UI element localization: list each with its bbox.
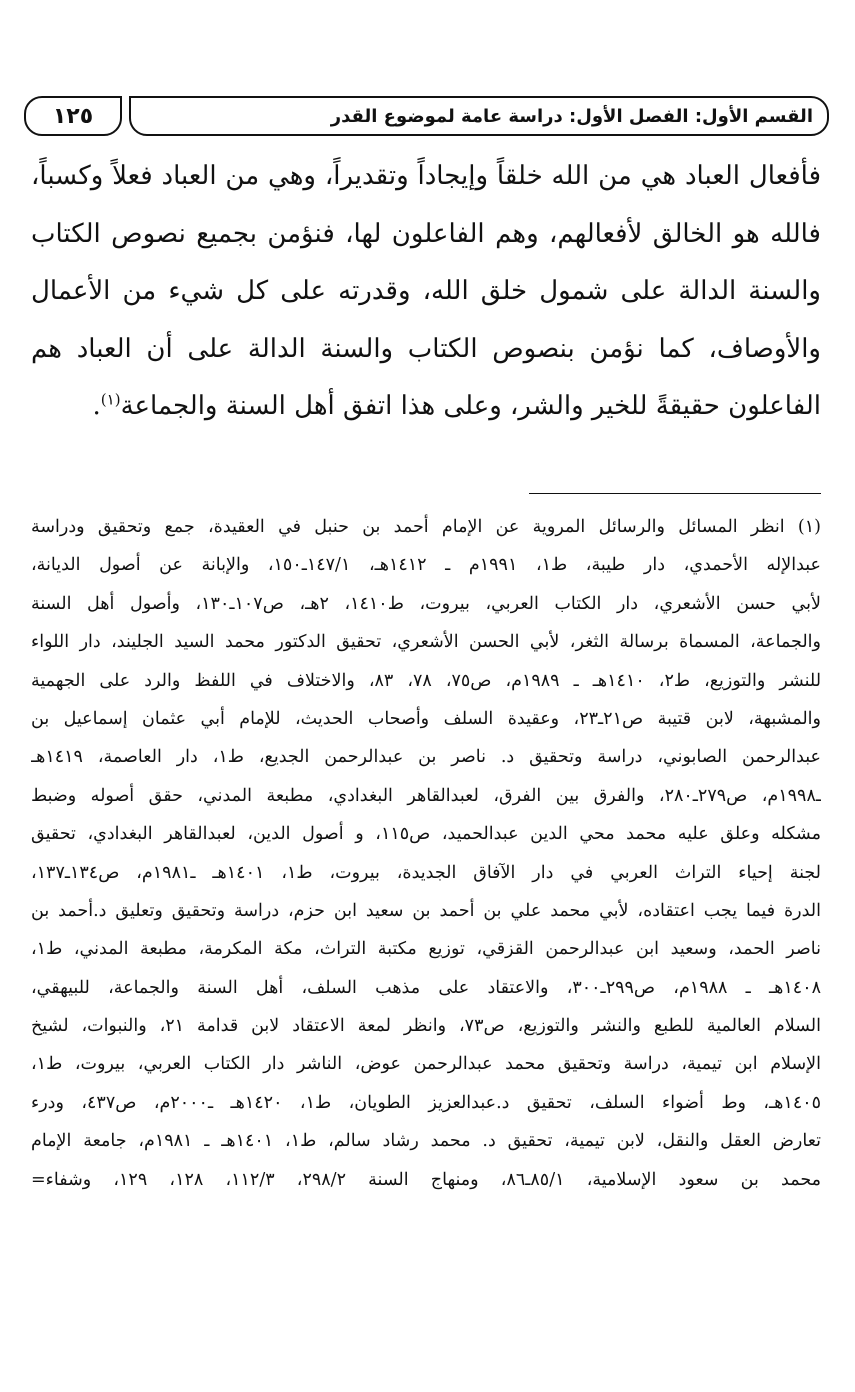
body-line-text: الفاعلون حقيقةً للخير والشر، وعلى هذا اتفق أهل السنة والجماعة (120, 391, 821, 421)
header-title-frame (129, 96, 829, 136)
running-header (24, 96, 829, 140)
body-line-last (31, 378, 821, 436)
footnote-reference[interactable]: (١) (100, 390, 121, 409)
body-paragraph (31, 148, 821, 436)
footnote-line: والمشبهة، لابن قتيبة ص٢١ـ٢٣، وعقيدة السلف وأصحاب الحديث، للإمام أبي عثمان إسماعيل بن (31, 708, 821, 729)
footnote-line: لأبي حسن الأشعري، دار الكتاب العربي، بيروت، ط١٤١٠، ٢هـ، ص١٠٧ـ١٣٠، وأصول أهل السنة (31, 593, 821, 614)
footnote-line: (١) انظر المسائل والرسائل المروية عن الإمام أحمد بن حنبل في العقيدة، جمع وتحقيق ودراسة (31, 517, 821, 537)
footnote-line: مشكله وعلق عليه محمد محي الدين عبدالحميد، ص١١٥، و أصول الدين، لعبدالقاهر البغدادي، تحقيق (31, 824, 821, 845)
footnote-line: ـ١٩٩٨م، ص٢٧٩ـ٢٨٠، والفرق بين الفرق، لعبدالقاهر البغدادي، مطبعة المدني، حقق أصوله وضبط (31, 785, 821, 806)
page-number: ١٢٥ (52, 103, 94, 129)
page-number-frame (24, 96, 122, 136)
footnote-line: محمد بن سعود الإسلامية، ٨٥/١ـ٨٦، ومنهاج السنة ٢٩٨/٢، ١١٢/٣، ١٢٨، ١٢٩، وشفاء= (31, 1169, 821, 1190)
footnote-line: للنشر والتوزيع، ط٢، ١٤١٠هـ ـ ١٩٨٩م، ص٧٥، ٧٨، ٨٣، والاختلاف في اللفظ والرد على الجهمية (31, 670, 821, 691)
footnote-line: ناصر الحمد، وسعيد ابن عبدالرحمن القزقي، توزيع مكتبة التراث، مكة المكرمة، مطبعة المدني، ط١، (31, 939, 821, 960)
footnote-line: الدرة فيما يجب اعتقاده، لأبي محمد علي بن أحمد بن سعيد ابن حزم، دراسة وتحقيق وتعليق د.أحمد بن (31, 900, 821, 921)
body-line: فالله هو الخالق لأفعالهم، وهم الفاعلون لها، فنؤمن بجميع نصوص الكتاب (31, 218, 821, 249)
body-line: فأفعال العباد هي من الله خلقاً وإيجاداً وتقديراً، وهي من العباد فعلاً وكسباً، (31, 161, 821, 191)
footnote-line: والجماعة، المسماة برسالة الثغر، لأبي الحسن الأشعري، تحقيق الدكتور محمد السيد الجليند، دار اللواء (31, 632, 821, 653)
footnote-line: ١٤٠٨هـ ـ ١٩٨٨م، ص٢٩٩ـ٣٠٠، والاعتقاد على مذهب السلف، أهل السنة والجماعة، للبيهقي، (31, 977, 821, 998)
footnote-line: لجنة إحياء التراث العربي في دار الآفاق الجديدة، بيروت، ط١، ١٤٠١هـ ـ١٩٨١م، ص١٣٤ـ١٣٧، (31, 862, 821, 883)
footnote-line: الإسلام ابن تيمية، دراسة وتحقيق محمد عبدالرحمن عوض، الناشر دار الكتاب العربي، بيروت، ط١، (31, 1054, 821, 1075)
footnote-line: ١٤٠٥هـ، وط أضواء السلف، تحقيق د.عبدالعزيز الطويان، ط١، ١٤٢٠هـ ـ٢٠٠٠م، ص٤٣٧، ودرء (31, 1092, 821, 1113)
footnote-line: تعارض العقل والنقل، لابن تيمية، تحقيق د. محمد رشاد سالم، ط١، ١٤٠١هـ ـ ١٩٨١م، جامعة الإمام (31, 1131, 821, 1152)
chapter-title: القسم الأول: الفصل الأول: دراسة عامة لموضوع القدر (330, 105, 813, 127)
body-line: والسنة الدالة على شمول خلق الله، وقدرته على كل شيء من الأعمال (31, 276, 821, 306)
footnote-line: عبدالرحمن الصابوني، دراسة وتحقيق د. ناصر بن عبدالرحمن الجديع، ط١، دار العاصمة، ١٤١٩هـ (31, 747, 821, 768)
body-line-end: . (92, 391, 101, 421)
body-line: والأوصاف، كما نؤمن بنصوص الكتاب والسنة الدالة على أن العباد هم (31, 333, 821, 364)
footnote-separator (529, 493, 821, 494)
footnote-block (31, 508, 821, 1199)
footnote-line: السلام العالمية للطبع والنشر والتوزيع، ص٧٣، وانظر لمعة الاعتقاد لابن قدامة ٢١، والنبوات، لشيخ (31, 1016, 821, 1037)
footnote-line: عبدالإله الأحمدي، دار طيبة، ط١، ١٩٩١م ـ ١٤١٢هـ، ١٤٧/١ـ١٥٠، والإبانة عن أصول الديانة، (31, 555, 821, 576)
